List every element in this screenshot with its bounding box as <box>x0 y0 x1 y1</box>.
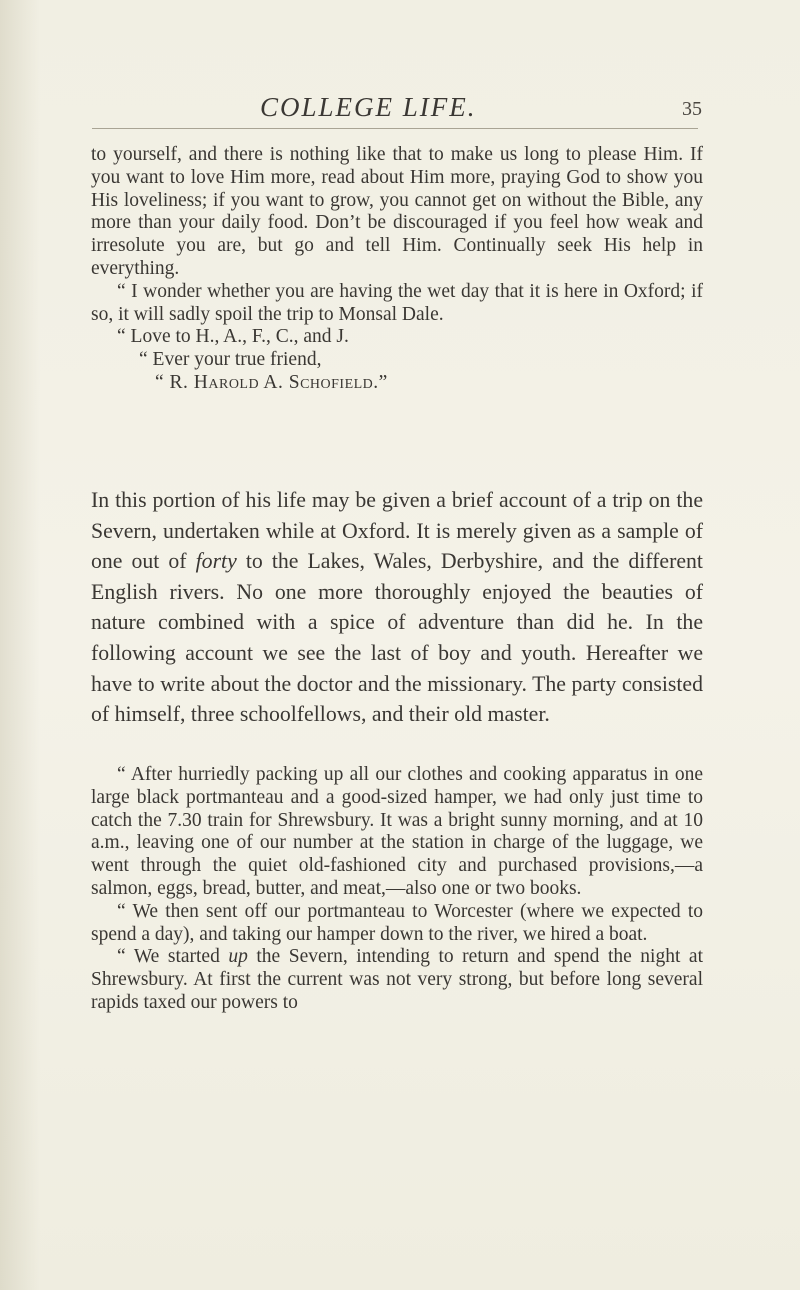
page-number: 35 <box>682 98 702 120</box>
account-paragraph-2: “ We then sent off our portmanteau to Worcester (where we expected to spend a day), and taking our hamper down to the river, we hired a boat. <box>91 900 703 945</box>
letter-paragraph-3: “ Love to H., A., F., C., and J. <box>117 326 349 348</box>
narrative-section <box>91 485 703 730</box>
narrative-text-start: In this portion of his life may be given a brief account of a trip on the Severn, undertaken while at Oxford. It is merely given as a sample of one out of <box>91 488 703 574</box>
account-text-end: the Severn, intending to return and spend the night at Shrewsbury. At first the current was not very strong, but before long several rapids taxed our powers to <box>91 946 703 1013</box>
running-head <box>90 92 702 126</box>
narrative-italic-word: forty <box>195 549 237 574</box>
account-paragraph-1: “ After hurriedly packing up all our clothes and cooking apparatus in one large black portmanteau and a good-sized hamper, we had only just time to catch the 7.30 train for Shrewsbury. It was a bright sunny morning, and at 10 a.m., leaving one of our number at the station in charge of the luggage, we went through the quiet old-fashioned city and purchased provisions,—a salmon, eggs, bread, butter, and meat,—also one or two books. <box>91 764 703 899</box>
narrative-paragraph <box>91 485 703 730</box>
letter-paragraph-1: to yourself, and there is nothing like that to make us long to please Him. If you want to love Him more, read about Him more, praying God to show you His loveliness; if you want to grow, you cannot get on without the Bible, any more than your daily food. Don’t be discouraged if you feel how weak and irresolute you are, but go and tell Him. Continually seek His help in everything. <box>91 144 703 279</box>
letter-closing: “ Ever your true friend, <box>139 349 322 371</box>
account-italic-word: up <box>228 946 248 968</box>
letter-section <box>91 144 703 395</box>
narrative-text-end: to the Lakes, Wales, Derbyshire, and the different English rivers. No one more thoroughly enjoyed the beauties of nature combined with a spice of adventure than did he. In the following account we see the last of boy and youth. Hereafter we have to write about the doctor and the missionary. The party consisted of himself, three schoolfellows, and their old master. <box>91 549 703 727</box>
quoted-account-section <box>91 764 703 1015</box>
account-text-start: “ We started <box>117 946 229 968</box>
letter-signature: “ R. Harold A. Schofield.” <box>155 371 388 393</box>
account-paragraph-3 <box>91 946 703 1014</box>
running-title: COLLEGE LIFE. <box>260 92 477 122</box>
letter-paragraph-2: “ I wonder whether you are having the wet day that it is here in Oxford; if so, it will sadly spoil the trip to Monsal Dale. <box>91 280 703 325</box>
header-rule <box>92 128 698 129</box>
